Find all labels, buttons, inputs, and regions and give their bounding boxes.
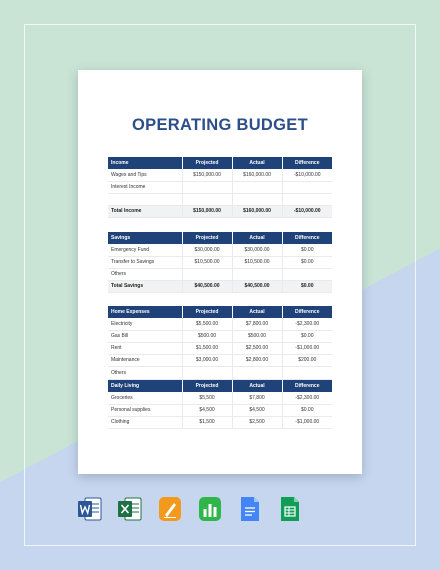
table-cell: $3,000.00	[182, 355, 232, 367]
column-header: Projected	[182, 306, 232, 318]
table-cell: $150,000.00	[182, 206, 232, 218]
table-header-row	[108, 380, 332, 392]
column-header: Actual	[232, 306, 282, 318]
table-cell: $40,500.00	[232, 281, 282, 293]
table-cell	[232, 181, 282, 193]
column-header: Savings	[108, 232, 182, 244]
table-cell: $0.00	[282, 281, 332, 293]
table-header-row	[108, 232, 332, 244]
table-row	[108, 256, 332, 268]
table-cell: -$2,300.00	[282, 318, 332, 330]
table-cell: $30,000.00	[182, 244, 232, 256]
table-cell: $0.00	[282, 256, 332, 268]
table-row	[108, 194, 332, 206]
table-cell: Personal supplies	[108, 404, 182, 416]
table-cell: $4,500	[182, 404, 232, 416]
table-cell	[182, 194, 232, 206]
table-cell: $500.00	[182, 330, 232, 342]
table-row	[108, 330, 332, 342]
table-cell: Total Income	[108, 206, 182, 218]
home-expenses-table	[108, 306, 332, 380]
table-cell: $2,800.00	[232, 355, 282, 367]
column-header: Difference	[282, 306, 332, 318]
table-cell: Others	[108, 367, 182, 379]
daily-living-table	[108, 380, 332, 429]
table-cell: $2,500	[232, 417, 282, 429]
document-title: OPERATING BUDGET	[132, 116, 308, 134]
table-cell: Gas Bill	[108, 330, 182, 342]
table-cell: $500.00	[232, 330, 282, 342]
table-cell: $30,000.00	[232, 244, 282, 256]
table-row	[108, 169, 332, 181]
table-cell: $0.00	[282, 404, 332, 416]
table-cell: -$1,000.00	[282, 417, 332, 429]
pages-icon[interactable]	[158, 496, 182, 522]
table-cell: Clothing	[108, 417, 182, 429]
budget-document	[78, 70, 362, 474]
table-cell: $5,500.00	[182, 318, 232, 330]
table-cell: Rent	[108, 343, 182, 355]
table-row	[108, 417, 332, 429]
table-header-row	[108, 306, 332, 318]
table-cell	[182, 269, 232, 281]
column-header: Actual	[232, 232, 282, 244]
table-cell: $0.00	[282, 244, 332, 256]
table-cell	[108, 194, 182, 206]
google-docs-icon[interactable]	[238, 496, 262, 522]
column-header: Projected	[182, 157, 232, 169]
table-cell: $150,000.00	[182, 169, 232, 181]
table-cell: $0.00	[282, 330, 332, 342]
table-cell: -$10,000.00	[282, 206, 332, 218]
table-cell	[182, 181, 232, 193]
excel-icon[interactable]	[118, 496, 142, 522]
table-cell: $1,500	[182, 417, 232, 429]
table-cell	[282, 181, 332, 193]
table-cell	[282, 269, 332, 281]
column-header: Income	[108, 157, 182, 169]
table-row	[108, 355, 332, 367]
savings-table	[108, 232, 332, 293]
table-cell: Interest Income	[108, 181, 182, 193]
numbers-icon[interactable]	[198, 496, 222, 522]
table-cell: $7,800.00	[232, 318, 282, 330]
table-cell: $7,800	[232, 392, 282, 404]
table-cell: Others	[108, 269, 182, 281]
table-cell: $1,500.00	[182, 343, 232, 355]
table-cell: Transfer to Savings	[108, 256, 182, 268]
table-cell: $40,500.00	[182, 281, 232, 293]
table-cell: $10,500.00	[232, 256, 282, 268]
table-cell: Emergency Fund	[108, 244, 182, 256]
file-format-icons	[78, 496, 328, 524]
table-row	[108, 269, 332, 281]
table-cell: $200.00	[282, 355, 332, 367]
column-header: Actual	[232, 157, 282, 169]
table-header-row	[108, 157, 332, 169]
table-row	[108, 404, 332, 416]
column-header: Daily Living	[108, 380, 182, 392]
column-header: Projected	[182, 232, 232, 244]
table-row	[108, 281, 332, 293]
table-row	[108, 367, 332, 379]
table-cell: -$10,000.00	[282, 169, 332, 181]
column-header: Actual	[232, 380, 282, 392]
table-row	[108, 244, 332, 256]
table-row	[108, 181, 332, 193]
column-header: Projected	[182, 380, 232, 392]
table-cell	[182, 367, 232, 379]
table-row	[108, 206, 332, 218]
table-cell: $2,500.00	[232, 343, 282, 355]
table-cell: $160,000.00	[232, 169, 282, 181]
table-cell: $10,500.00	[182, 256, 232, 268]
column-header: Home Expenses	[108, 306, 182, 318]
table-row	[108, 318, 332, 330]
table-row	[108, 392, 332, 404]
table-cell	[232, 269, 282, 281]
table-cell	[282, 194, 332, 206]
table-cell	[282, 367, 332, 379]
table-cell: Total Savings	[108, 281, 182, 293]
table-cell: $4,500	[232, 404, 282, 416]
table-cell: $160,000.00	[232, 206, 282, 218]
column-header: Difference	[282, 157, 332, 169]
income-table	[108, 157, 332, 218]
table-cell: -$1,000.00	[282, 343, 332, 355]
column-header: Difference	[282, 232, 332, 244]
column-header: Difference	[282, 380, 332, 392]
table-cell: $5,500	[182, 392, 232, 404]
word-icon[interactable]	[78, 496, 102, 522]
table-cell: -$2,300.00	[282, 392, 332, 404]
table-cell	[232, 367, 282, 379]
table-cell	[232, 194, 282, 206]
table-cell: Wages and Tips	[108, 169, 182, 181]
google-sheets-icon[interactable]	[278, 496, 302, 522]
table-cell: Electricity	[108, 318, 182, 330]
table-cell: Maintenance	[108, 355, 182, 367]
table-cell: Groceries	[108, 392, 182, 404]
table-row	[108, 343, 332, 355]
